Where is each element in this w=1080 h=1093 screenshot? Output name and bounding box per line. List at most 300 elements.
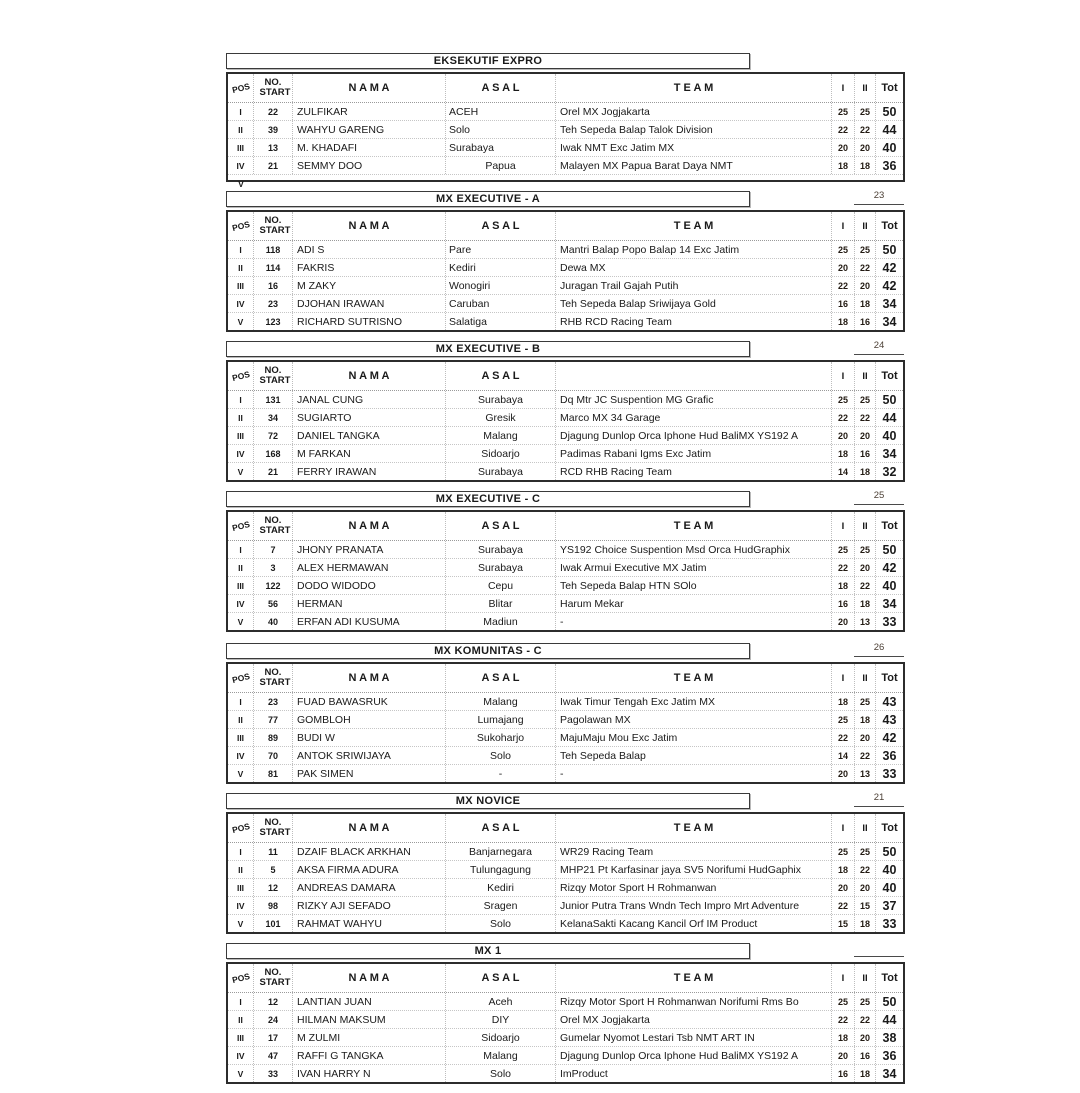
header-no-line2: START <box>259 827 291 838</box>
cell-start-number: 131 <box>254 391 293 408</box>
cell-team: KelanaSakti Kacang Kancil Orf IM Product <box>556 915 832 932</box>
header-team: T E A M <box>556 512 832 540</box>
header-no-line2: START <box>259 375 291 386</box>
table-row <box>228 541 903 558</box>
header-no-start <box>254 212 293 240</box>
cell-moto1-points: 18 <box>832 313 855 330</box>
cell-moto2-points: 18 <box>855 711 876 728</box>
header-pos-label: POS <box>230 368 251 384</box>
cell-team: - <box>556 765 832 782</box>
cell-origin: Surabaya <box>446 139 556 156</box>
cell-origin: Wonogiri <box>446 277 556 294</box>
header-pos-label: POS <box>230 80 251 96</box>
cell-position: III <box>228 1029 254 1046</box>
title-row <box>226 943 905 960</box>
cell-position: IV <box>228 897 254 914</box>
cell-moto2-points: 20 <box>855 277 876 294</box>
cell-total-points: 50 <box>882 844 897 859</box>
header-no-line1: NO. <box>264 77 282 88</box>
results-grid <box>226 210 905 332</box>
table-row <box>228 576 903 594</box>
race-class-title-box <box>226 943 750 959</box>
cell-total-points: 40 <box>882 862 897 877</box>
cell-rider-name: ALEX HERMAWAN <box>293 559 446 576</box>
cell-total-points: 38 <box>882 1030 897 1045</box>
page-number: 26 <box>854 640 904 657</box>
page-number: 25 <box>854 488 904 505</box>
clipped-row <box>228 174 903 189</box>
header-asal: A S A L <box>446 814 556 842</box>
cell-moto1-points: 20 <box>832 259 855 276</box>
cell-team: Djagung Dunlop Orca Iphone Hud BaliMX YS192 A <box>556 1047 832 1064</box>
cell-start-number: 89 <box>254 729 293 746</box>
cell-moto1-points: 20 <box>832 1047 855 1064</box>
header-no-line1: NO. <box>264 215 282 226</box>
cell-moto1-points: 25 <box>832 711 855 728</box>
race-class-title: MX NOVICE <box>455 795 521 807</box>
race-class-table <box>226 793 905 934</box>
cell-moto2-points: 22 <box>855 409 876 426</box>
header-moto1: I <box>832 814 855 842</box>
table-row <box>228 594 903 612</box>
header-pos-label: POS <box>230 670 251 686</box>
cell-origin: Surabaya <box>446 463 556 480</box>
cell-team: Teh Sepeda Balap <box>556 747 832 764</box>
cell-origin: Surabaya <box>446 391 556 408</box>
header-asal: A S A L <box>446 74 556 102</box>
cell-start-number: 16 <box>254 277 293 294</box>
header-total: Tot <box>881 972 898 984</box>
cell-team: RHB RCD Racing Team <box>556 313 832 330</box>
cell-team: Juragan Trail Gajah Putih <box>556 277 832 294</box>
table-row <box>228 294 903 312</box>
header-moto1: I <box>832 362 855 390</box>
cell-rider-name: DZAIF BLACK ARKHAN <box>293 843 446 860</box>
cell-rider-name: M FARKAN <box>293 445 446 462</box>
race-class-table <box>226 943 905 1084</box>
cell-start-number: 23 <box>254 693 293 710</box>
header-moto2: II <box>855 664 876 692</box>
cell-team: Dewa MX <box>556 259 832 276</box>
cell-rider-name: WAHYU GARENG <box>293 121 446 138</box>
table-row <box>228 728 903 746</box>
cell-moto2-points: 20 <box>855 729 876 746</box>
header-asal: A S A L <box>446 362 556 390</box>
table-row <box>228 764 903 782</box>
cell-moto1-points: 18 <box>832 1029 855 1046</box>
cell-moto2-points: 16 <box>855 313 876 330</box>
header-pos <box>228 512 254 540</box>
header-moto1: I <box>832 74 855 102</box>
header-no-line1: NO. <box>264 365 282 376</box>
cell-total-points: 34 <box>882 596 897 611</box>
results-grid <box>226 72 905 189</box>
cell-position: IV <box>228 157 254 174</box>
cell-moto2-points: 13 <box>855 613 876 630</box>
cell-total-points: 32 <box>882 464 897 479</box>
cell-origin: Madiun <box>446 613 556 630</box>
cell-total-points: 50 <box>882 994 897 1009</box>
cell-moto2-points: 25 <box>855 103 876 120</box>
cell-start-number: 13 <box>254 139 293 156</box>
header-row <box>228 212 903 241</box>
header-nama: N A M A <box>293 512 446 540</box>
table-row <box>228 156 903 174</box>
cell-team: Mantri Balap Popo Balap 14 Exc Jatim <box>556 241 832 258</box>
cell-moto1-points: 22 <box>832 277 855 294</box>
header-nama: N A M A <box>293 212 446 240</box>
cell-team: Iwak NMT Exc Jatim MX <box>556 139 832 156</box>
cell-moto1-points: 25 <box>832 541 855 558</box>
results-grid <box>226 510 905 632</box>
table-row <box>228 860 903 878</box>
cell-position: V <box>228 1065 254 1082</box>
cell-start-number: 21 <box>254 463 293 480</box>
header-total: Tot <box>881 220 898 232</box>
header-team: T E A M <box>556 74 832 102</box>
header-pos <box>228 74 254 102</box>
cell-position: I <box>228 241 254 258</box>
cell-rider-name: DODO WIDODO <box>293 577 446 594</box>
cell-origin: Papua <box>446 157 556 174</box>
cell-position: V <box>228 915 254 932</box>
header-asal: A S A L <box>446 964 556 992</box>
cell-moto2-points: 22 <box>855 259 876 276</box>
cell-rider-name: JANAL CUNG <box>293 391 446 408</box>
title-row <box>226 643 905 660</box>
cell-origin: Surabaya <box>446 541 556 558</box>
header-moto2: II <box>855 512 876 540</box>
results-grid <box>226 812 905 934</box>
cell-rider-name: RAHMAT WAHYU <box>293 915 446 932</box>
cell-position: II <box>228 1011 254 1028</box>
cell-position: I <box>228 103 254 120</box>
cell-moto1-points: 22 <box>832 1011 855 1028</box>
cell-total-points: 42 <box>882 260 897 275</box>
cell-rider-name: HILMAN MAKSUM <box>293 1011 446 1028</box>
cell-rider-name: BUDI W <box>293 729 446 746</box>
page-number <box>854 940 904 957</box>
cell-start-number: 5 <box>254 861 293 878</box>
cell-total-points: 50 <box>882 242 897 257</box>
cell-origin: Blitar <box>446 595 556 612</box>
cell-total-points: 40 <box>882 428 897 443</box>
cell-total-points: 34 <box>882 314 897 329</box>
cell-origin: Sukoharjo <box>446 729 556 746</box>
cell-position: V <box>228 613 254 630</box>
header-no-line1: NO. <box>264 667 282 678</box>
header-pos-label: POS <box>230 518 251 534</box>
race-class-title-box <box>226 793 750 809</box>
cell-total-points: 34 <box>882 446 897 461</box>
cell-start-number: 12 <box>254 879 293 896</box>
cell-moto2-points: 18 <box>855 595 876 612</box>
cell-moto1-points: 22 <box>832 409 855 426</box>
cell-team: Djagung Dunlop Orca Iphone Hud BaliMX YS192 A <box>556 427 832 444</box>
table-row <box>228 444 903 462</box>
header-nama: N A M A <box>293 74 446 102</box>
cell-total-points: 34 <box>882 296 897 311</box>
table-row <box>228 1064 903 1082</box>
cell-moto1-points: 18 <box>832 445 855 462</box>
cell-moto2-points: 25 <box>855 693 876 710</box>
race-class-table <box>226 53 905 189</box>
cell-origin: Salatiga <box>446 313 556 330</box>
cell-team: Rizqy Motor Sport H Rohmanwan Norifumi Rms Bo <box>556 993 832 1010</box>
cell-position: IV <box>228 747 254 764</box>
cell-start-number: 101 <box>254 915 293 932</box>
cell-total-points: 44 <box>882 410 897 425</box>
cell-moto1-points: 18 <box>832 157 855 174</box>
header-no-start <box>254 814 293 842</box>
cell-start-number: 21 <box>254 157 293 174</box>
results-grid <box>226 662 905 784</box>
header-no-start <box>254 362 293 390</box>
table-row <box>228 746 903 764</box>
cell-moto2-points: 25 <box>855 993 876 1010</box>
cell-origin: Tulungagung <box>446 861 556 878</box>
cell-start-number: 3 <box>254 559 293 576</box>
header-pos-label: POS <box>230 820 251 836</box>
header-nama: N A M A <box>293 814 446 842</box>
cell-team: - <box>556 613 832 630</box>
table-row <box>228 558 903 576</box>
cell-rider-name: M ZAKY <box>293 277 446 294</box>
cell-moto2-points: 22 <box>855 121 876 138</box>
cell-total-points: 34 <box>882 1066 897 1081</box>
header-pos <box>228 814 254 842</box>
header-row <box>228 964 903 993</box>
page-number: 23 <box>854 188 904 205</box>
cell-moto1-points: 22 <box>832 121 855 138</box>
cell-total-points: 42 <box>882 560 897 575</box>
cell-team: YS192 Choice Suspention Msd Orca HudGraphix <box>556 541 832 558</box>
table-row <box>228 993 903 1010</box>
cell-rider-name: M. KHADAFI <box>293 139 446 156</box>
cell-total-points: 50 <box>882 104 897 119</box>
results-sheet <box>226 53 905 1093</box>
race-class-title: MX EXECUTIVE - B <box>435 343 541 355</box>
page-number: 21 <box>854 790 904 807</box>
cell-start-number: 7 <box>254 541 293 558</box>
cell-origin: Malang <box>446 693 556 710</box>
cell-moto1-points: 22 <box>832 559 855 576</box>
table-row <box>228 138 903 156</box>
title-row <box>226 793 905 810</box>
cell-origin: Surabaya <box>446 559 556 576</box>
cell-start-number: 72 <box>254 427 293 444</box>
cell-origin: Solo <box>446 915 556 932</box>
header-moto1: I <box>832 212 855 240</box>
cell-moto2-points: 20 <box>855 427 876 444</box>
cell-position: III <box>228 427 254 444</box>
race-class-title: MX EXECUTIVE - A <box>435 193 540 205</box>
cell-moto1-points: 16 <box>832 595 855 612</box>
cell-start-number: 122 <box>254 577 293 594</box>
header-asal: A S A L <box>446 212 556 240</box>
page-number: 24 <box>854 338 904 355</box>
cell-moto1-points: 20 <box>832 427 855 444</box>
header-team: T E A M <box>556 212 832 240</box>
title-row <box>226 491 905 508</box>
cell-moto1-points: 18 <box>832 861 855 878</box>
cell-start-number: 123 <box>254 313 293 330</box>
header-pos <box>228 964 254 992</box>
cell-rider-name: PAK SIMEN <box>293 765 446 782</box>
cell-moto2-points: 15 <box>855 897 876 914</box>
race-class-title: MX 1 <box>474 945 502 957</box>
cell-total-points: 43 <box>882 694 897 709</box>
cell-rider-name: AKSA FIRMA ADURA <box>293 861 446 878</box>
cell-start-number: 11 <box>254 843 293 860</box>
cell-origin: Cepu <box>446 577 556 594</box>
header-pos <box>228 362 254 390</box>
cell-moto1-points: 20 <box>832 139 855 156</box>
cell-moto1-points: 18 <box>832 693 855 710</box>
cell-moto2-points: 20 <box>855 1029 876 1046</box>
cell-origin: Lumajang <box>446 711 556 728</box>
header-nama: N A M A <box>293 964 446 992</box>
cell-rider-name: IVAN HARRY N <box>293 1065 446 1082</box>
cell-rider-name: HERMAN <box>293 595 446 612</box>
cell-position: II <box>228 121 254 138</box>
cell-moto1-points: 15 <box>832 915 855 932</box>
cell-total-points: 42 <box>882 278 897 293</box>
cell-moto2-points: 18 <box>855 463 876 480</box>
header-no-line2: START <box>259 87 291 98</box>
cell-team: WR29 Racing Team <box>556 843 832 860</box>
race-class-table <box>226 191 905 332</box>
header-no-start <box>254 964 293 992</box>
cell-total-points: 36 <box>882 748 897 763</box>
cell-total-points: 40 <box>882 140 897 155</box>
cell-moto2-points: 20 <box>855 879 876 896</box>
cell-total-points: 36 <box>882 1048 897 1063</box>
cell-team: MajuMaju Mou Exc Jatim <box>556 729 832 746</box>
cell-origin: DIY <box>446 1011 556 1028</box>
table-row <box>228 878 903 896</box>
header-moto2: II <box>855 964 876 992</box>
cell-rider-name: LANTIAN JUAN <box>293 993 446 1010</box>
cell-total-points: 43 <box>882 712 897 727</box>
cell-moto2-points: 16 <box>855 445 876 462</box>
cell-start-number: 77 <box>254 711 293 728</box>
cell-position: I <box>228 993 254 1010</box>
cell-position: I <box>228 541 254 558</box>
cell-start-number: 24 <box>254 1011 293 1028</box>
cell-origin: Sidoarjo <box>446 1029 556 1046</box>
cell-start-number: 114 <box>254 259 293 276</box>
cell-moto2-points: 18 <box>855 915 876 932</box>
cell-total-points: 37 <box>882 898 897 913</box>
cell-position: V <box>228 765 254 782</box>
cell-moto2-points: 22 <box>855 861 876 878</box>
cell-team: Gumelar Nyomot Lestari Tsb NMT ART IN <box>556 1029 832 1046</box>
cell-position: III <box>228 577 254 594</box>
cell-start-number: 56 <box>254 595 293 612</box>
cell-origin: Caruban <box>446 295 556 312</box>
cell-position: V <box>228 463 254 480</box>
title-row <box>226 53 905 70</box>
cell-position: IV <box>228 1047 254 1064</box>
header-moto2: II <box>855 362 876 390</box>
header-no-start <box>254 512 293 540</box>
cell-rider-name: SUGIARTO <box>293 409 446 426</box>
table-row <box>228 1010 903 1028</box>
cell-start-number: 47 <box>254 1047 293 1064</box>
cell-moto2-points: 18 <box>855 1065 876 1082</box>
cell-rider-name: FERRY IRAWAN <box>293 463 446 480</box>
cell-moto1-points: 25 <box>832 241 855 258</box>
header-nama: N A M A <box>293 664 446 692</box>
header-team: T E A M <box>556 664 832 692</box>
cell-position: III <box>228 139 254 156</box>
header-row <box>228 664 903 693</box>
cell-team: Iwak Armui Executive MX Jatim <box>556 559 832 576</box>
table-row <box>228 103 903 120</box>
cell-moto2-points: 22 <box>855 747 876 764</box>
cell-start-number: 33 <box>254 1065 293 1082</box>
table-row <box>228 896 903 914</box>
header-moto1: I <box>832 512 855 540</box>
cell-rider-name: RICHARD SUTRISNO <box>293 313 446 330</box>
cell-start-number: 34 <box>254 409 293 426</box>
cell-origin: Pare <box>446 241 556 258</box>
cell-team: Pagolawan MX <box>556 711 832 728</box>
cell-moto2-points: 18 <box>855 295 876 312</box>
cell-total-points: 33 <box>882 916 897 931</box>
cell-origin: Sidoarjo <box>446 445 556 462</box>
table-row <box>228 426 903 444</box>
cell-position: II <box>228 559 254 576</box>
cell-origin: Banjarnegara <box>446 843 556 860</box>
cell-team: Iwak Timur Tengah Exc Jatim MX <box>556 693 832 710</box>
cell-team: Teh Sepeda Balap HTN SOlo <box>556 577 832 594</box>
cell-position: II <box>228 861 254 878</box>
cell-start-number: 23 <box>254 295 293 312</box>
race-class-title-box <box>226 53 750 69</box>
cell-moto2-points: 22 <box>855 577 876 594</box>
header-moto1: I <box>832 664 855 692</box>
cell-team: Malayen MX Papua Barat Daya NMT <box>556 157 832 174</box>
header-pos-label: POS <box>230 970 251 986</box>
cell-moto1-points: 16 <box>832 295 855 312</box>
table-row <box>228 312 903 330</box>
cell-team: Padimas Rabani Igms Exc Jatim <box>556 445 832 462</box>
cell-start-number: 118 <box>254 241 293 258</box>
cell-origin: Malang <box>446 1047 556 1064</box>
header-team <box>556 362 832 390</box>
table-row <box>228 258 903 276</box>
race-class-title: MX EXECUTIVE - C <box>435 493 541 505</box>
cell-total-points: 50 <box>882 542 897 557</box>
header-row <box>228 362 903 391</box>
cell-origin: Aceh <box>446 993 556 1010</box>
header-nama: N A M A <box>293 362 446 390</box>
results-grid <box>226 962 905 1084</box>
race-class-table <box>226 491 905 632</box>
cell-start-number: 40 <box>254 613 293 630</box>
header-no-line2: START <box>259 677 291 688</box>
race-class-table <box>226 643 905 784</box>
header-moto2: II <box>855 212 876 240</box>
header-pos <box>228 212 254 240</box>
table-row <box>228 391 903 408</box>
table-row <box>228 612 903 630</box>
cell-position: II <box>228 259 254 276</box>
cell-rider-name: ADI S <box>293 241 446 258</box>
cell-rider-name: JHONY PRANATA <box>293 541 446 558</box>
